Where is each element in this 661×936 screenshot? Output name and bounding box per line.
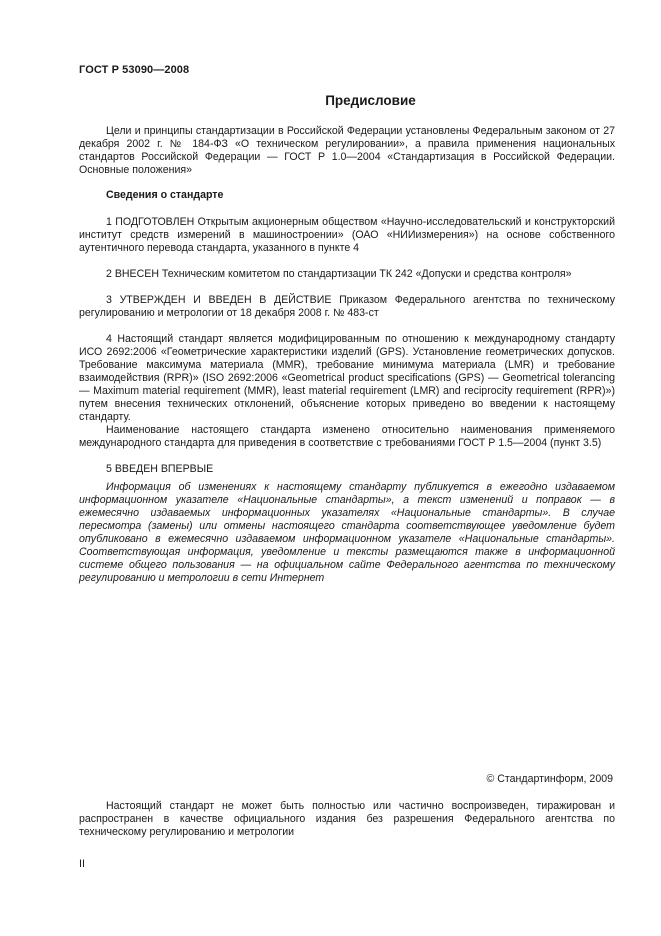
info-notice-paragraph: Информация об изменениях к настоящему стандарту публикуется в ежегодно издаваемом информационном указателе «Национальные стандарты», а текст изменений и поправок — в ежемесячно издаваемых информационных указателях «Национальные стандарты». В случае пересмотра (замены) или отмены настоящего стандарта соответствующее уведомление будет опубликовано в ежемесячно издаваемом информационном указателе «Национальные стандарты». Соответствующая информация, уведомление и тексты размещаются также в информационной системе общего пользования — на официальном сайте Федерального агентства по техническому регулированию и метрологии в сети Интернет [79,481,615,584]
item-4-note-paragraph: Наименование настоящего стандарта изменено относительно наименования применяемого международного стандарта для приведения в соответствие с требованиями ГОСТ Р 1.5—2004 (пункт 3.5) [79,424,615,449]
document-body [79,125,615,476]
item-5-paragraph: 5 ВВЕДЕН ВПЕРВЫЕ [106,463,214,475]
page-number: II [79,858,85,870]
item-4-paragraph: 4 Настоящий стандарт является модифицированным по отношению к международному стандарту ИСО 2692:2006 «Геометрические характеристики изделий (GPS). Установление геометрических допусков. Требование максимума материала (MMR), требование минимума материала (LMR) и требование взаимодействия (RPR)» (ISO 2692:2006 «Geometrical product specifications (GPS) — Geometrical tolerancing — Maximum material requirement (MMR), least material requirement (LMR) and reciprocity requirement (RPR)») путем внесения технических отклонений, объяснение которых приведено во введении к настоящему стандарту. [79,333,615,423]
page-title: Предисловие [325,93,416,108]
document-code: ГОСТ Р 53090—2008 [79,64,190,76]
reproduction-notice-paragraph: Настоящий стандарт не может быть полностью или частично воспроизведен, тиражирован и распространен в качестве официального издания без разрешения Федерального агентства по техническому регулированию и метрологии [79,800,615,838]
intro-paragraph: Цели и принципы стандартизации в Российской Федерации установлены Федеральным законом от 27 декабря 2002 г. № 184-ФЗ «О техническом регулировании», а правила применения национальных стандартов Российской Федерации — ГОСТ Р 1.0—2004 «Стандартизация в Российской Федерации. Основные положения» [79,125,615,176]
item-2-paragraph: 2 ВНЕСЕН Техническим комитетом по стандартизации ТК 242 «Допуски и средства контроля» [106,268,572,280]
item-3-paragraph: 3 УТВЕРЖДЕН И ВВЕДЕН В ДЕЙСТВИЕ Приказом Федерального агентства по техническому регулированию и метрологии от 18 декабря 2008 г. № 483-ст [79,294,615,319]
standard-info-heading: Сведения о стандарте [106,189,224,201]
item-1-paragraph: 1 ПОДГОТОВЛЕН Открытым акционерным обществом «Научно-исследовательский и конструкторский институт средств измерений в машиностроении» (ОАО «НИИизмерения») на основе собственного аутентичного перевода стандарта, указанного в пункте 4 [79,216,615,254]
copyright-line: © Стандартинформ, 2009 [486,773,613,785]
